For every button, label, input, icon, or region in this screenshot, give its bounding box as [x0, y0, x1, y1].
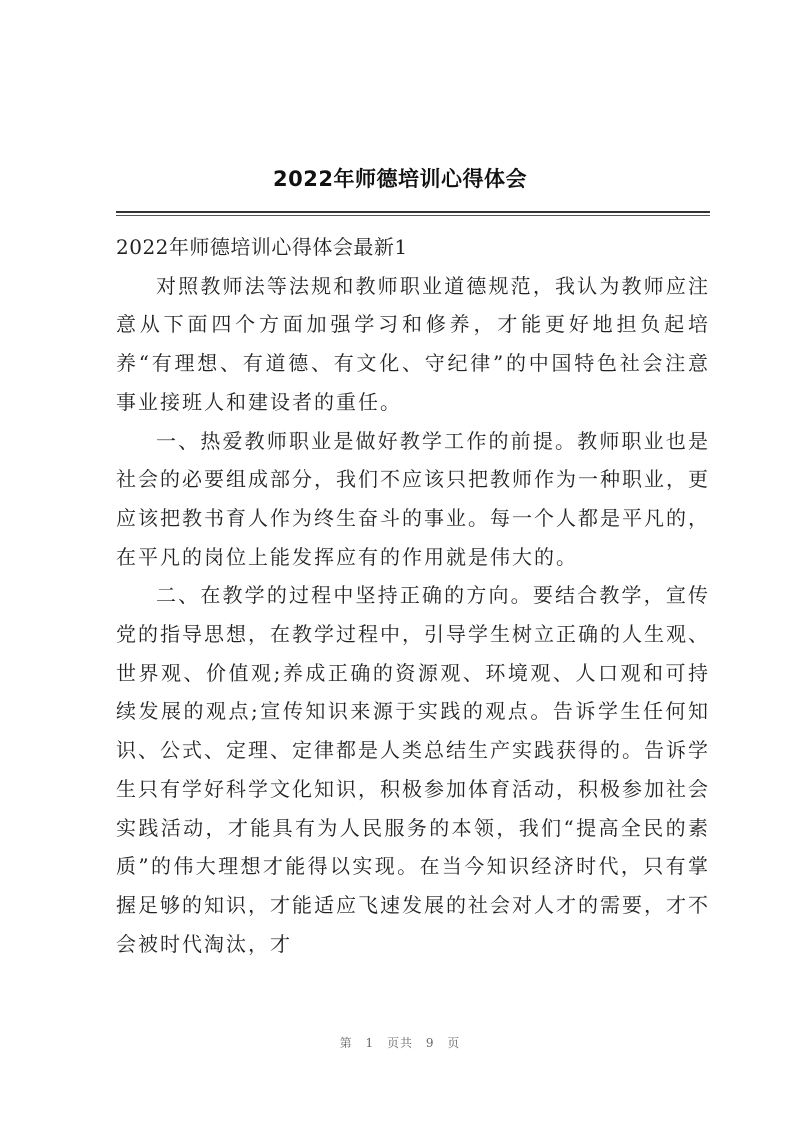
- footer-suffix: 页: [447, 1036, 461, 1050]
- footer-middle: 页共: [386, 1036, 413, 1050]
- title-rule-thick: [116, 211, 710, 213]
- document-subtitle: 2022年师德培训心得体会最新1: [116, 235, 408, 259]
- paragraph-point-two: 二、在教学的过程中坚持正确的方向。要结合教学，宣传党的指导思想，在教学过程中，引导学生树立正确的人生观、世界观、价值观;养成正确的资源观、环境观、人口观和可持续发展的观点;宣传知识来源于实践的观点。告诉学生任何知识、公式、定理、定律都是人类总结生产实践获得的。告诉学生只有学好科学文化知识，积极参加体育活动，积极参加社会实践活动，才能具有为人民服务的本领，我们“提高全民的素质”的伟大理想才能得以实现。在当今知识经济时代，只有掌握足够的知识，才能适应飞速发展的社会对人才的需要，才不会被时代淘汰，才: [116, 583, 710, 956]
- footer-total-pages: 9: [425, 1036, 435, 1050]
- footer-prefix: 第: [339, 1036, 353, 1050]
- page-footer: [0, 1034, 800, 1051]
- title-rule-thin: [116, 215, 710, 216]
- document-title: 2022年师德培训心得体会: [273, 167, 527, 191]
- paragraph-point-one: 一、热爱教师职业是做好教学工作的前提。教师职业也是社会的必要组成部分，我们不应该只把教师作为一种职业，更应该把教书育人作为终生奋斗的事业。每一个人都是平凡的，在平凡的岗位上能发挥应有的作用就是伟大的。: [116, 428, 710, 569]
- paragraph-intro: 对照教师法等法规和教师职业道德规范，我认为教师应注意从下面四个方面加强学习和修养，才能更好地担负起培养“有理想、有道德、有文化、守纪律”的中国特色社会注意事业接班人和建设者的重任。: [116, 273, 710, 414]
- footer-current-page: 1: [365, 1036, 375, 1050]
- document-body: [116, 228, 710, 963]
